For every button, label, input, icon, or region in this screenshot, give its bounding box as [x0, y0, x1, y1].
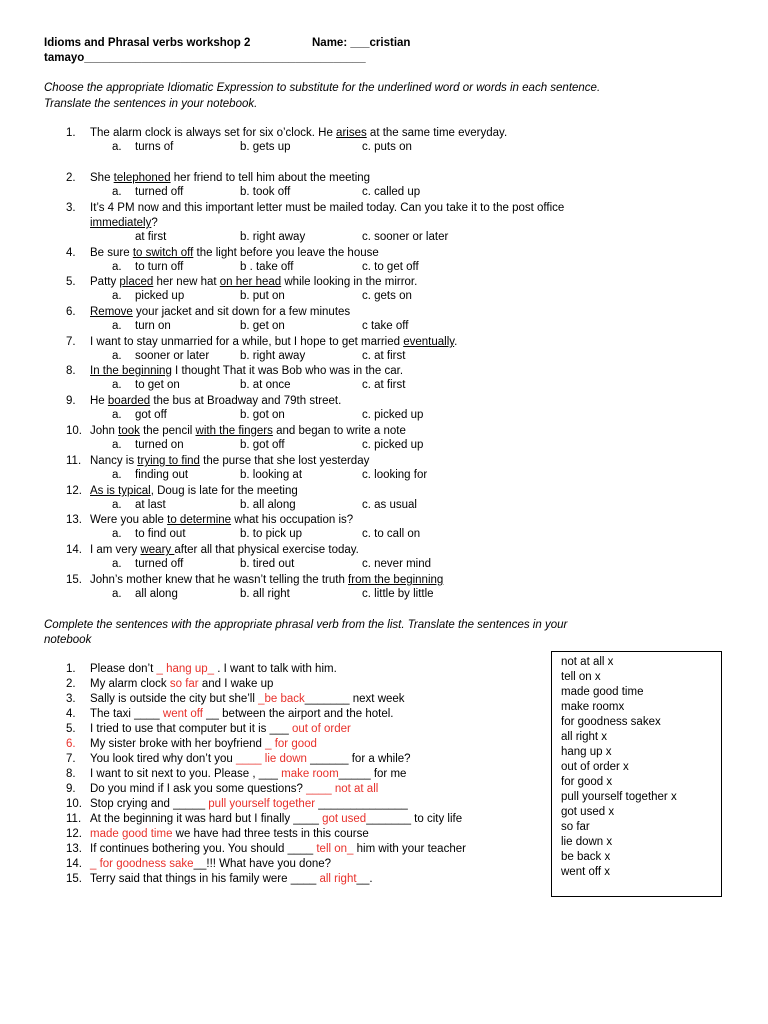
answer-option: c. picked up: [362, 439, 424, 451]
sentence-text: what his occupation is?: [231, 514, 354, 526]
answer-option: c. at first: [362, 379, 406, 391]
question-text: [90, 424, 406, 438]
word-list-item: hang up x: [561, 746, 612, 758]
question-number: 14.: [66, 544, 82, 556]
answer-option: c. never mind: [362, 558, 432, 570]
fill-in-sentence: [90, 707, 394, 721]
word-list-item: out of order x: [561, 761, 629, 773]
sentence-text: the purse that she lost yesterday: [199, 455, 370, 467]
option-letter: a.: [112, 528, 122, 540]
sentence-text: ______ for a while?: [306, 753, 411, 765]
answer-option: b. get on: [240, 320, 285, 332]
word-list-item: for goodness sakex: [561, 716, 661, 728]
question-number: 15.: [66, 574, 82, 586]
underlined-phrase: boarded: [107, 395, 151, 407]
word-list-item: all right x: [561, 731, 608, 743]
question-number: 9.: [66, 395, 76, 407]
question-text: [90, 394, 341, 408]
sentence-text: My alarm clock: [90, 678, 170, 690]
fill-in-sentence: [90, 662, 337, 676]
answer-option: all along: [135, 588, 178, 600]
sentence-text: Were you able: [90, 514, 168, 526]
sentence-text: Please don’t: [90, 663, 157, 675]
sentence-text: I thought That it was Bob who was in the car.: [171, 365, 404, 377]
option-letter: a.: [112, 379, 122, 391]
answer-option: c. little by little: [362, 588, 434, 600]
word-list-item: went off x: [561, 866, 611, 878]
underlined-phrase: Remove: [90, 306, 133, 318]
word-list-item: for good x: [561, 776, 613, 788]
sentence-text: John: [90, 425, 119, 437]
sentence-text: _____ for me: [338, 768, 407, 780]
answer-option: c. as usual: [362, 499, 417, 511]
sentence-text: The taxi ____: [90, 708, 163, 720]
underlined-phrase: weary: [140, 544, 175, 556]
question-number: 11.: [66, 455, 82, 467]
sentence-number: 2.: [66, 678, 76, 690]
underlined-phrase: In the beginning: [90, 365, 172, 377]
option-letter: a.: [112, 409, 122, 421]
fill-in-sentence: [90, 842, 466, 856]
sentence-text: Stop crying and _____: [90, 798, 209, 810]
fill-in-sentence: [90, 692, 405, 706]
word-list-item: make roomx: [561, 701, 625, 713]
answer-option: b. gets up: [240, 141, 291, 153]
answer-option: c take off: [362, 320, 409, 332]
answer-option: c. to get off: [362, 261, 419, 273]
option-letter: a.: [112, 439, 122, 451]
question-number: 2.: [66, 172, 76, 184]
answer-text: _ for goodness sake: [90, 858, 194, 870]
fill-in-sentence: [90, 677, 273, 691]
sentence-text: Sally is outside the city but she’ll: [90, 693, 259, 705]
answer-option: b. to pick up: [240, 528, 303, 540]
answer-option: c. sooner or later: [362, 231, 449, 243]
underlined-phrase: arises: [336, 127, 367, 139]
answer-option: c. gets on: [362, 290, 412, 302]
sentence-text: I am very: [90, 544, 141, 556]
question-text: [90, 543, 359, 557]
word-list-item: made good time: [561, 686, 644, 698]
answer-option: c. called up: [362, 186, 421, 198]
word-list-item: be back x: [561, 851, 611, 863]
option-letter: a.: [112, 469, 122, 481]
sentence-text: the light before you leave the house: [193, 247, 379, 259]
fill-in-sentence: [90, 872, 373, 886]
option-letter: a.: [112, 141, 122, 153]
phrasal-verb-word-list: [551, 651, 722, 897]
answer-option: c. to call on: [362, 528, 421, 540]
sentence-text: and I wake up: [198, 678, 274, 690]
sentence-number: 12.: [66, 828, 82, 840]
underlined-phrase: eventually: [403, 336, 455, 348]
word-list-item: got used x: [561, 806, 615, 818]
sentence-text: the bus at Broadway and 79th street.: [150, 395, 342, 407]
section1-instructions-line1: Choose the appropriate Idiomatic Expression to substitute for the underlined word or words in each sentence.: [44, 82, 601, 94]
answer-option: c. puts on: [362, 141, 412, 153]
sentence-text: _______ to city life: [366, 813, 463, 825]
fill-in-sentence: [90, 737, 317, 751]
question-text: [90, 484, 298, 498]
answer-option: b. right away: [240, 350, 306, 362]
question-number: 6.: [66, 306, 76, 318]
option-letter: a.: [112, 558, 122, 570]
sentence-text: _______ next week: [304, 693, 405, 705]
question-text: [90, 335, 457, 349]
sentence-text: __!!! What have you done?: [193, 858, 332, 870]
answer-option: turned on: [135, 439, 184, 451]
underlined-phrase: to determine: [167, 514, 232, 526]
section2-instructions-line1: Complete the sentences with the appropriate phrasal verb from the list. Translate the sentences in your: [44, 619, 568, 631]
sentence-text: .: [454, 336, 458, 348]
fill-in-sentence: [90, 857, 331, 871]
question-number: 12.: [66, 485, 82, 497]
answer-option: b. all along: [240, 499, 296, 511]
option-letter: a.: [112, 320, 122, 332]
answer-option: picked up: [135, 290, 185, 302]
sentence-text: John’s mother knew that he wasn’t telling the truth: [90, 574, 349, 586]
sentence-number: 6.: [66, 738, 76, 750]
sentence-text: Nancy is: [90, 455, 138, 467]
answer-option: turned off: [135, 186, 184, 198]
sentence-text: her friend to tell him about the meeting: [170, 172, 371, 184]
answer-text: got used: [322, 813, 367, 825]
sentence-text: It’s 4 PM now and this important letter must be mailed today. Can you take it to the post office: [90, 202, 565, 214]
question-number: 3.: [66, 202, 76, 214]
worksheet-title: Idioms and Phrasal verbs workshop 2: [44, 37, 251, 49]
option-letter: a.: [112, 186, 122, 198]
answer-option: b. all right: [240, 588, 290, 600]
fill-in-sentence: [90, 797, 408, 811]
question-number: 8.: [66, 365, 76, 377]
sentence-number: 3.: [66, 693, 76, 705]
question-text: [90, 513, 353, 527]
section1-instructions-line2: Translate the sentences in your notebook.: [44, 98, 258, 110]
sentence-number: 8.: [66, 768, 76, 780]
question-number: 4.: [66, 247, 76, 259]
answer-option: b. took off: [240, 186, 291, 198]
option-letter: a.: [112, 261, 122, 273]
fill-in-sentence: [90, 767, 406, 781]
answer-option: b. at once: [240, 379, 291, 391]
answer-option: b. looking at: [240, 469, 303, 481]
sentence-text: ?: [151, 217, 158, 229]
sentence-text: Do you mind if I ask you some questions?: [90, 783, 307, 795]
answer-text: tell on_: [316, 843, 354, 855]
answer-text: so far: [169, 678, 199, 690]
answer-option: b . take off: [240, 261, 294, 273]
sentence-text: your jacket and sit down for a few minutes: [132, 306, 351, 318]
answer-option: c. picked up: [362, 409, 424, 421]
question-text: [90, 454, 369, 468]
answer-text: made good time: [90, 828, 173, 840]
answer-option: c. looking for: [362, 469, 428, 481]
answer-option: b. tired out: [240, 558, 295, 570]
question-text: [90, 305, 350, 319]
sentence-number: 5.: [66, 723, 76, 735]
answer-option: b. got off: [240, 439, 285, 451]
answer-text: went off: [162, 708, 203, 720]
question-number: 1.: [66, 127, 76, 139]
sentence-text: I want to sit next to you. Please , ___: [90, 768, 282, 780]
question-text: [90, 364, 403, 378]
question-text: [90, 201, 564, 215]
sentence-text: If continues bothering you. You should ____: [90, 843, 317, 855]
sentence-text: Terry said that things in his family were ____: [90, 873, 320, 885]
sentence-number: 10.: [66, 798, 82, 810]
fill-in-sentence: [90, 827, 369, 841]
question-text: [90, 171, 370, 185]
answer-option: turn on: [135, 320, 171, 332]
word-list-item: tell on x: [561, 671, 601, 683]
sentence-text: She: [90, 172, 114, 184]
fill-in-sentence: [90, 782, 378, 796]
sentence-text: Patty: [90, 276, 120, 288]
student-surname: tamayo____________________________________________: [44, 52, 366, 64]
word-list-item: lie down x: [561, 836, 613, 848]
sentence-number: 1.: [66, 663, 76, 675]
sentence-number: 11.: [66, 813, 82, 825]
underlined-phrase: with the fingers: [195, 425, 273, 437]
sentence-text: and began to write a note: [272, 425, 406, 437]
sentence-text: You look tired why don’t you: [90, 753, 236, 765]
underlined-phrase: from the beginning: [348, 574, 444, 586]
option-letter: a.: [112, 588, 122, 600]
answer-text: _ for good: [265, 738, 317, 750]
sentence-text: , Doug is late for the meeting: [150, 485, 298, 497]
answer-option: turns of: [135, 141, 174, 153]
question-text: [90, 246, 379, 260]
answer-option: b. put on: [240, 290, 285, 302]
underlined-phrase: to switch off: [132, 247, 194, 259]
sentence-text: My sister broke with her boyfriend: [90, 738, 266, 750]
sentence-number: 13.: [66, 843, 82, 855]
sentence-text: at the same time everyday.: [366, 127, 508, 139]
question-text-line2: [90, 216, 158, 230]
answer-text: make room: [281, 768, 339, 780]
question-text: [90, 573, 443, 587]
answer-option: b. right away: [240, 231, 306, 243]
sentence-text: Be sure: [90, 247, 133, 259]
answer-text: _ hang up_: [156, 663, 215, 675]
answer-option: at first: [135, 231, 167, 243]
sentence-text: we have had three tests in this course: [172, 828, 369, 840]
answer-option: at last: [135, 499, 166, 511]
underlined-phrase: placed: [119, 276, 154, 288]
question-number: 10.: [66, 425, 82, 437]
question-number: 7.: [66, 336, 76, 348]
word-list-item: not at all x: [561, 656, 614, 668]
answer-option: c. at first: [362, 350, 406, 362]
sentence-text: __ between the airport and the hotel.: [202, 708, 394, 720]
sentence-text: after all that physical exercise today.: [174, 544, 359, 556]
answer-option: sooner or later: [135, 350, 210, 362]
question-text: [90, 126, 507, 140]
answer-option: got off: [135, 409, 167, 421]
question-number: 13.: [66, 514, 82, 526]
sentence-number: 7.: [66, 753, 76, 765]
answer-text: ____ lie down: [235, 753, 307, 765]
underlined-phrase: immediately: [90, 217, 152, 229]
underlined-phrase: on her head: [219, 276, 282, 288]
sentence-text: him with your teacher: [353, 843, 466, 855]
sentence-text: __.: [356, 873, 373, 885]
sentence-number: 15.: [66, 873, 82, 885]
answer-option: b. got on: [240, 409, 285, 421]
fill-in-sentence: [90, 752, 411, 766]
underlined-phrase: trying to find: [137, 455, 200, 467]
answer-text: _be back: [258, 693, 305, 705]
answer-option: to find out: [135, 528, 186, 540]
sentence-text: . I want to talk with him.: [214, 663, 337, 675]
question-text: [90, 275, 417, 289]
sentence-text: I tried to use that computer but it is ___: [90, 723, 292, 735]
student-name: Name: ___cristian: [312, 37, 411, 49]
sentence-number: 4.: [66, 708, 76, 720]
option-letter: a.: [112, 290, 122, 302]
answer-option: finding out: [135, 469, 189, 481]
answer-text: out of order: [292, 723, 351, 735]
answer-option: to turn off: [135, 261, 184, 273]
underlined-phrase: As is typical: [90, 485, 151, 497]
answer-option: to get on: [135, 379, 180, 391]
sentence-text: At the beginning it was hard but I finally ____: [90, 813, 323, 825]
sentence-text: The alarm clock is always set for six o’clock. He: [90, 127, 337, 139]
word-list-item: pull yourself together x: [561, 791, 677, 803]
word-list-item: so far: [561, 821, 590, 833]
sentence-number: 9.: [66, 783, 76, 795]
option-letter: a.: [112, 499, 122, 511]
underlined-phrase: telephoned: [113, 172, 171, 184]
fill-in-sentence: [90, 722, 351, 736]
sentence-number: 14.: [66, 858, 82, 870]
answer-option: turned off: [135, 558, 184, 570]
answer-text: pull yourself together: [208, 798, 316, 810]
answer-text: ____ not at all: [306, 783, 379, 795]
underlined-phrase: took: [118, 425, 140, 437]
section2-instructions-line2: notebook: [44, 634, 92, 646]
sentence-text: the pencil: [139, 425, 196, 437]
sentence-text: He: [90, 395, 108, 407]
option-letter: a.: [112, 350, 122, 362]
fill-in-sentence: [90, 812, 462, 826]
sentence-text: her new hat: [153, 276, 220, 288]
sentence-text: ______________: [315, 798, 408, 810]
sentence-text: I want to stay unmarried for a while, but I hope to get married: [90, 336, 404, 348]
sentence-text: while looking in the mirror.: [281, 276, 418, 288]
question-number: 5.: [66, 276, 76, 288]
answer-text: all right: [319, 873, 357, 885]
